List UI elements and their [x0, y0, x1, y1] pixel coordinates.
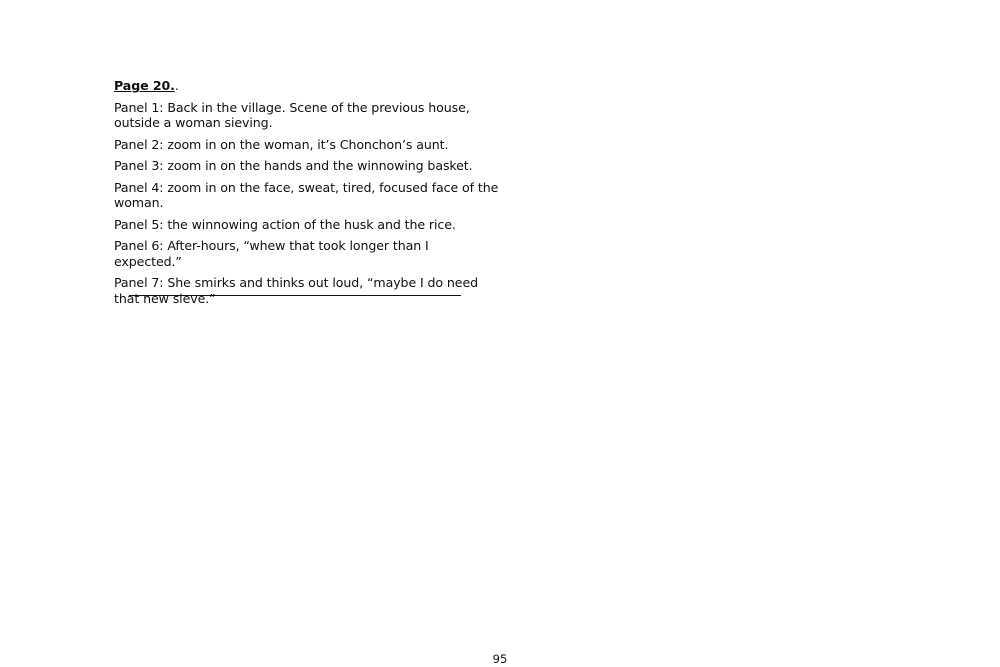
page-number: 95	[492, 652, 508, 666]
panel-2-description: Panel 2: zoom in on the woman, it’s Chonchon’s aunt.	[114, 136, 449, 152]
panel-3-description: Panel 3: zoom in on the hands and the winnowing basket.	[114, 158, 473, 173]
panel-7-description: Panel 7: She smirks and thinks out loud, “maybe I do need that new sieve.”	[114, 275, 478, 306]
panel-6-description: Panel 6: After-hours, “whew that took longer than I expected.”	[114, 238, 429, 269]
section-divider	[129, 295, 461, 296]
script-body	[114, 78, 500, 306]
panel-5-description: Panel 5: the winnowing action of the husk and the rice.	[114, 216, 456, 232]
page-title-suffix: .	[174, 78, 179, 93]
page-heading	[114, 78, 500, 94]
panel-1-description: Panel 1: Back in the village. Scene of the previous house, outside a woman sieving.	[114, 99, 470, 130]
page-title: Page 20.	[114, 78, 175, 93]
panel-4-description: Panel 4: zoom in on the face, sweat, tired, focused face of the woman.	[114, 179, 499, 210]
